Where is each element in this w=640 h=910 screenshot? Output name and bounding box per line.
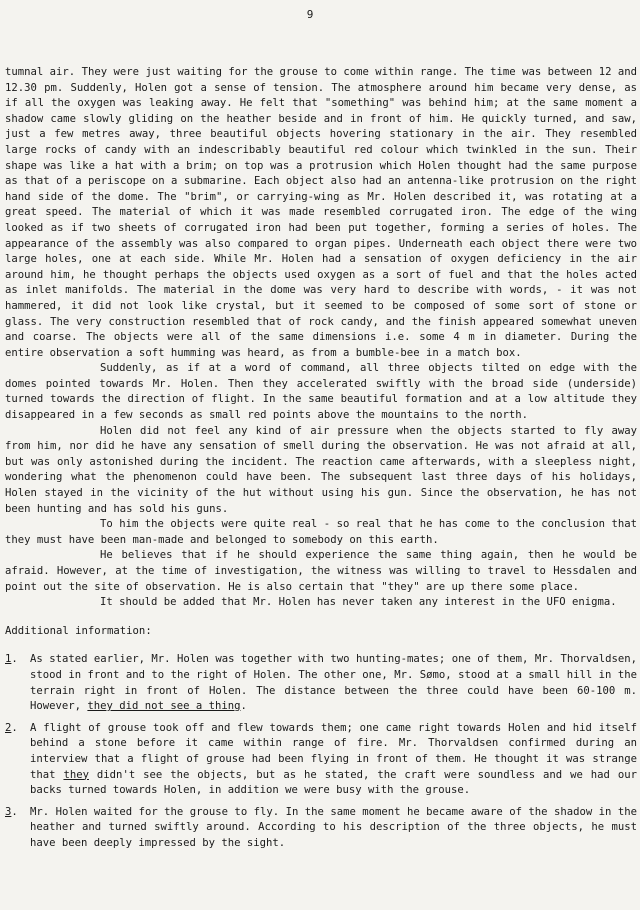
- additional-info-heading: Additional information:: [5, 624, 152, 637]
- document-body: [5, 65, 637, 858]
- list-item-text: A flight of grouse took off and flew towards them; one came right towards Holen and hid itself behind a stone before it came within range of fire. Mr. Thorvaldsen confirmed during an interview that a flight of grouse had been flying in front of them. He thought it was strange that they didn't see the objects, but as he stated, the craft were soundless and we had our backs turned towards Holen, in addition we were busy with the grouse.: [30, 721, 638, 797]
- underlined-text: they: [63, 768, 89, 781]
- page-number: 9: [306, 8, 314, 21]
- underlined-text: they did not see a thing: [87, 700, 241, 713]
- list-item-text: Mr. Holen waited for the grouse to fly. In the same moment he became aware of the shadow in the heather and turned swiftly around. According to his description of the three objects, he must have been deeply impressed by the sight.: [30, 805, 637, 849]
- paragraph-ufo-interest: It should be added that Mr. Holen has never taken any interest in the UFO enigma.: [100, 596, 617, 609]
- paragraph-aftermath: Holen did not feel any kind of air pressure when the objects started to fly away from him, nor did he have any sensation of smell during the observation. He was not afraid at all, but was only astonished during the incident. The reaction came afterwards, with a sleepless night, wondering what the phenomenon could have been. The subsequent last three days of his holidays, Holen stayed in the vicinity of the hut without using his gun. Since the observation, he has not been hunting and has sold his guns.: [5, 424, 637, 515]
- paragraph-conclusion: To him the objects were quite real - so real that he has come to the conclusion that they must have been man-made and belonged to somebody on this earth.: [5, 518, 637, 546]
- paragraph-observation: tumnal air. They were just waiting for the grouse to come within range. The time was between 12 and 12.30 pm. Suddenly, Holen got a sense of tension. The atmosphere around him became very dense, as if all the oxygen was leaking away. He felt that "something" was behind him; at the same moment a shadow came slowly gliding on the heather beside and in front of him. He quickly turned, and saw, just a few metres away, three beautiful objects hovering stationary in the air. They resembled large rocks of candy with an indescribably beautiful red colour which twinkled in the sun. Their shape was like a hat with a brim; on top was a protrusion which Holen thought had the same purpose as that of a periscope on a submarine. Each object also had an antenna-like protrusion on the right hand side of the dome. The "brim", or carrying-wing as Mr. Holen described it, was rotating at a great speed. The material of which it was made resembled corrugated iron. The edge of the wing looked as if two sheets of corrugated iron had been put together, forming a series of holes. The appearance of the assembly was also compared to organ pipes. Underneath each object there were two large holes, one at each side. While Mr. Holen had a sensation of oxygen deficiency in the air around him, he thought perhaps the objects used oxygen as a sort of fuel and that the holes acted as inlet manifolds. The material in the dome was very hard to describe with words, - it was not hammered, it did not look like crystal, but it seemed to be composed of some sort of stone or glass. The very construction resembled that of rock candy, and the finish appeared somewhat uneven and coarse. The objects were all of the same dimensions i.e. some 4 m in diameter. During the entire observation a soft humming was heard, as from a bumble-bee in a match box.: [5, 66, 637, 359]
- list-number: 2.: [5, 721, 18, 734]
- list-item: [5, 652, 637, 714]
- paragraph-belief: He believes that if he should experience the same thing again, then he would be afraid. However, at the time of investigation, the witness was willing to travel to Hessdalen and point out the site of observation. He is also certain that "they" are up there some place.: [5, 549, 637, 593]
- list-item: [5, 805, 637, 852]
- list-number: 1.: [5, 653, 18, 666]
- paragraph-departure: Suddenly, as if at a word of command, all three objects tilted on edge with the domes pointed towards Mr. Holen. Then they accelerated swiftly with the broad side (underside) turned towards the direction of flight. In the same beautiful formation and at a low altitude they disappeared in a few seconds as small red points above the mountains to the north.: [5, 362, 637, 422]
- list-number: 3.: [5, 805, 18, 818]
- list-item-text: As stated earlier, Mr. Holen was together with two hunting-mates; one of them, Mr. Thorvaldsen, stood in front and to the right of Holen. The other one, Mr. Sømo, stood at a small hill in the terrain right in front of Holen. The distance between the three could have been 60-100 m. However, they did not see a thing.: [30, 653, 637, 713]
- list-item: [5, 721, 637, 799]
